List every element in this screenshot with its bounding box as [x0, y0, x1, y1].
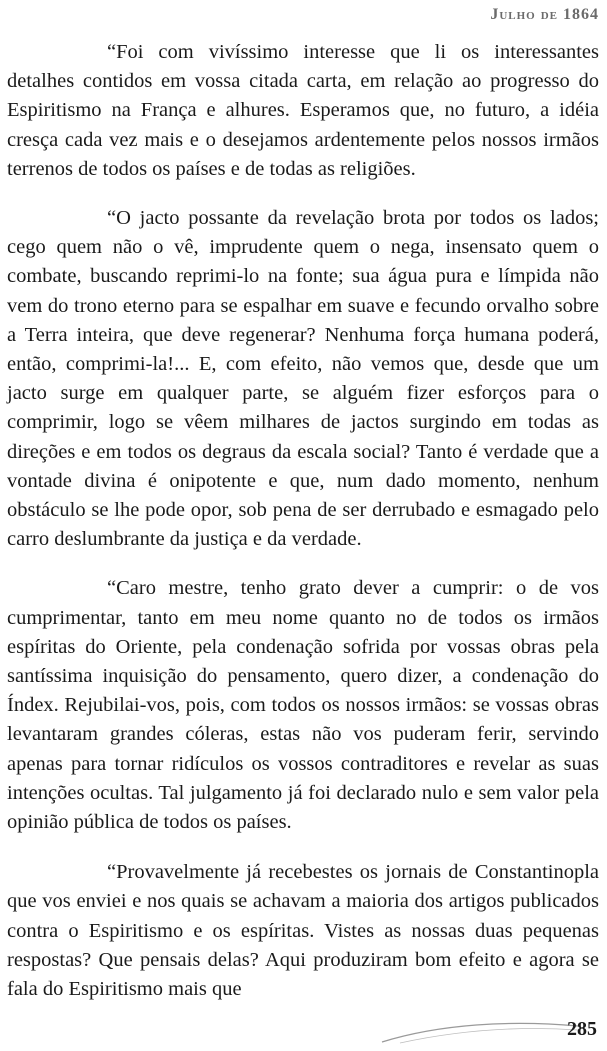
- paragraph-3: “Caro mestre, tenho grato dever a cumprir: o de vos cumprimentar, tanto em meu nome quanto no de todos os irmãos espíritas do Oriente, pela condenação sofrida por vossas obras pela santíssima inquisição do pensamento, quero dizer, a condenação do Índex. Rejubilai-vos, pois, com todos os nossos irmãos: se vossas obras levantaram grandes cóleras, estas não vos puderam ferir, servindo apenas para tornar ridículos os vossos contraditores e revelar as suas intenções ocultas. Tal julgamento já foi declarado nulo e sem valor pela opinião pública de todos os países.: [7, 577, 599, 834]
- footer-ornament: [380, 1016, 580, 1046]
- page-body: [7, 38, 599, 1024]
- paragraph-2: “O jacto possante da revelação brota por todos os lados; cego quem não o vê, imprudente quem o nega, insensato quem o combate, buscando reprimi-lo na fonte; sua água pura e límpida não vem do trono eterno para se espalhar em suave e fecundo orvalho sobre a Terra inteira, que deve regenerar? Nenhuma força humana poderá, então, comprimi-la!... E, com efeito, não vemos que, desde que um jacto surge em qualquer parte, se alguém fizer esforços para o comprimir, logo se vêem milhares de jactos surgindo em todas as direções e em todos os degraus da escala social? Tanto é verdade que a vontade divina é onipotente e que, num dado momento, nenhum obstáculo se lhe pode opor, sob pena de ser derrubado e esmagado pelo carro deslumbrante da justiça e da verdade.: [7, 207, 599, 551]
- paragraph-4: “Provavelmente já recebestes os jornais de Constantinopla que vos enviei e nos quais se achavam a maioria dos artigos publicados contra o Espiritismo e os espíritas. Vistes as nossas duas pequenas respostas? Que pensais delas? Aqui produziram bom efeito e agora se fala do Espiritismo mais que: [7, 861, 599, 1001]
- page-number: 285: [567, 1018, 597, 1040]
- running-head: Julho de 1864: [490, 6, 599, 23]
- paragraph-1: “Foi com vivíssimo interesse que li os interessantes detalhes contidos em vossa citada carta, em relação ao progresso do Espiritismo na França e alhures. Esperamos que, no futuro, a idéia cresça cada vez mais e o desejamos ardentemente pelos nossos irmãos terrenos de todos os países e de todas as religiões.: [7, 41, 599, 180]
